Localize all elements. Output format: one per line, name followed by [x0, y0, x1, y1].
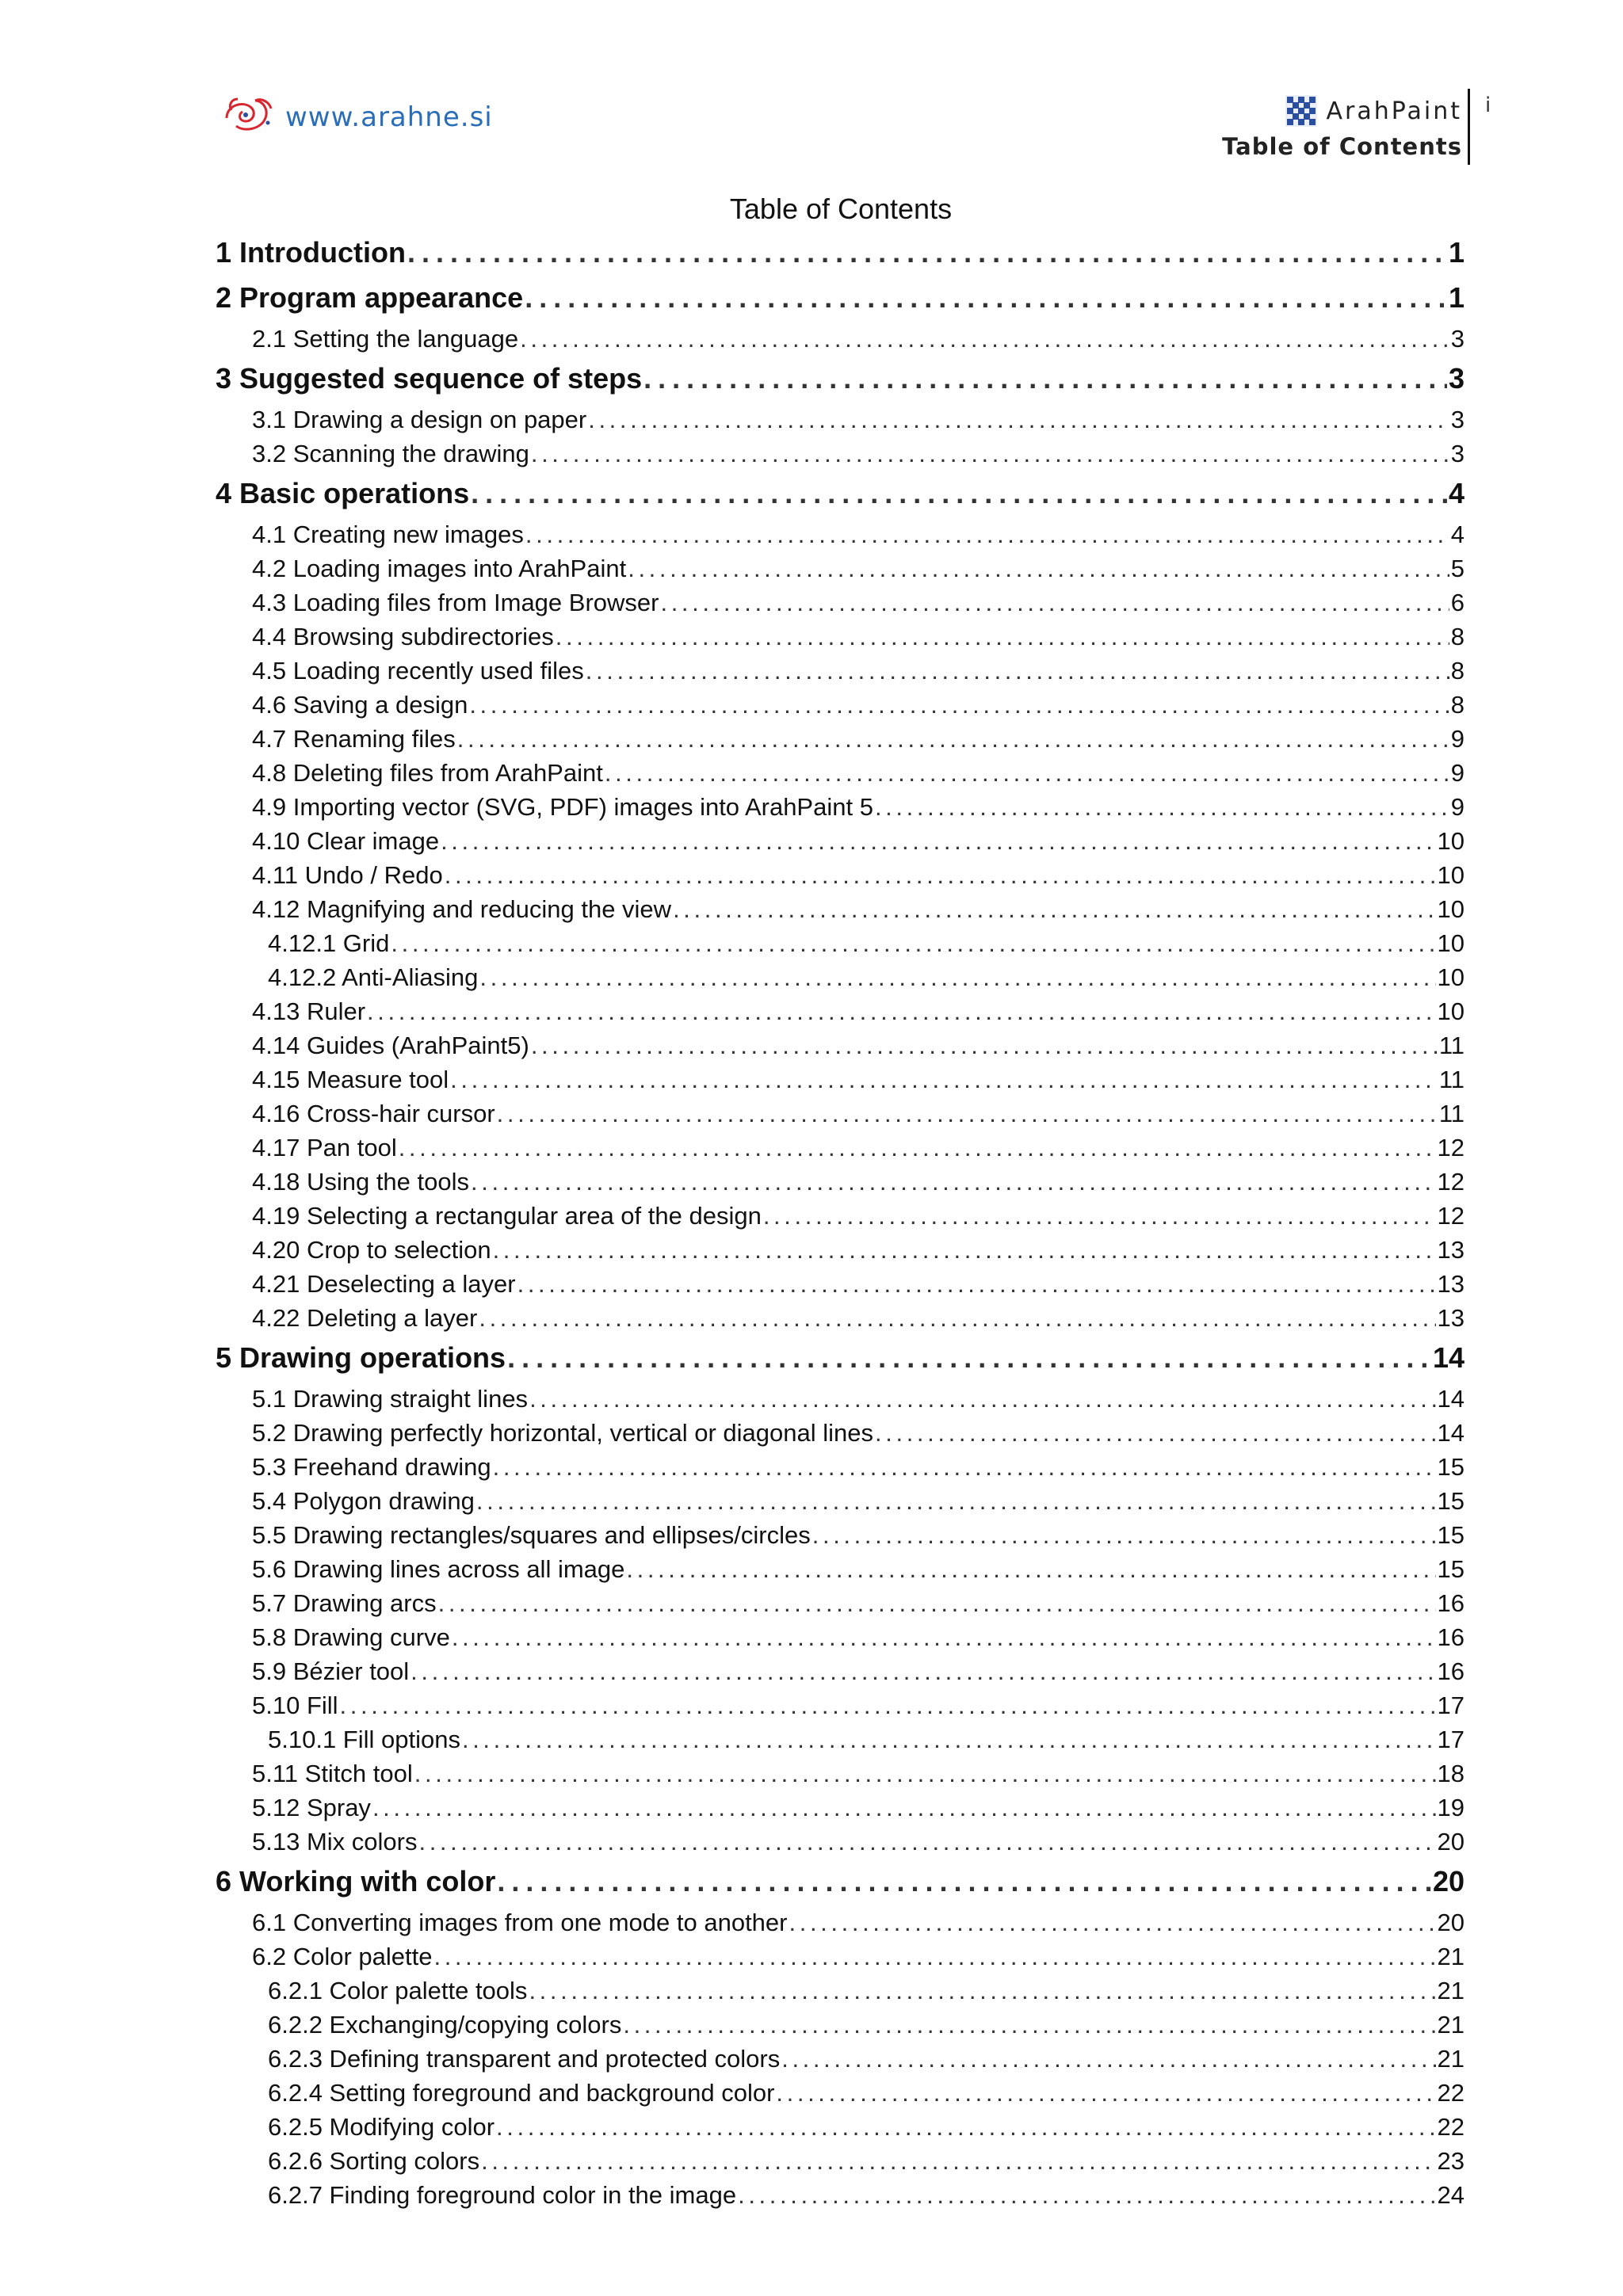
- toc-entry[interactable]: [252, 1756, 1465, 1791]
- toc-entry-title: 5.8 Drawing curve: [252, 1623, 450, 1651]
- toc-entry-title: 6 Working with color: [216, 1865, 496, 1897]
- header-divider: [1468, 89, 1470, 165]
- toc-entry-page: 10: [1437, 861, 1465, 889]
- toc-entry-title: 6.2 Color palette: [252, 1943, 433, 1970]
- toc-entry[interactable]: [252, 1552, 1465, 1586]
- toc-entry-page: 22: [1437, 2079, 1465, 2107]
- toc-entry-page: 10: [1437, 963, 1465, 991]
- toc-leader-dots: [367, 994, 1435, 1028]
- toc-entry[interactable]: [252, 1518, 1465, 1552]
- toc-entry-page: 11: [1438, 1032, 1465, 1059]
- toc-entry[interactable]: [252, 824, 1465, 858]
- toc-leader-dots: [457, 722, 1449, 756]
- toc-entry-page: 4: [1448, 477, 1465, 509]
- toc-entry-title: 4.15 Measure tool: [252, 1066, 449, 1093]
- toc-entry-page: 14: [1432, 1341, 1465, 1374]
- toc-entry-title: 4.14 Guides (ArahPaint5): [252, 1032, 529, 1059]
- toc-entry[interactable]: [252, 517, 1465, 551]
- toc-entry[interactable]: [252, 892, 1465, 926]
- table-of-contents: [216, 230, 1465, 2212]
- arahpaint-logo-icon: [1284, 93, 1319, 128]
- toc-leader-dots: [414, 1756, 1436, 1791]
- toc-entry-title: 4.9 Importing vector (SVG, PDF) images into ArahPaint 5: [252, 793, 873, 821]
- toc-leader-dots: [433, 1939, 1435, 1974]
- page-header: [0, 0, 1623, 174]
- toc-entry-page: 8: [1450, 623, 1465, 650]
- header-brand: [1222, 92, 1462, 160]
- toc-leader-dots: [340, 1688, 1436, 1722]
- toc-entry-title: 4.21 Deselecting a layer: [252, 1270, 516, 1298]
- toc-entry-page: 15: [1437, 1555, 1465, 1583]
- toc-entry[interactable]: [252, 1028, 1465, 1062]
- toc-entry[interactable]: [252, 1825, 1465, 1859]
- toc-leader-dots: [763, 1199, 1436, 1233]
- toc-entry-title: 4.12.1 Grid: [268, 929, 390, 957]
- toc-entry[interactable]: [268, 926, 1465, 960]
- toc-entry-page: 21: [1437, 1943, 1465, 1970]
- toc-entry-page: 16: [1437, 1589, 1465, 1617]
- toc-entry[interactable]: [252, 654, 1465, 688]
- site-url-link[interactable]: www.arahne.si: [285, 101, 493, 133]
- toc-leader-dots: [623, 2008, 1435, 2042]
- toc-leader-dots: [529, 1382, 1435, 1416]
- toc-leader-dots: [525, 517, 1449, 551]
- toc-entry-title: 5.13 Mix colors: [252, 1828, 418, 1855]
- toc-entry-title: 5.10.1 Fill options: [268, 1726, 460, 1753]
- toc-entry-page: 11: [1438, 1100, 1465, 1127]
- toc-entry-title: 5.5 Drawing rectangles/squares and ellipses/circles: [252, 1521, 811, 1549]
- toc-entry[interactable]: [252, 1450, 1465, 1484]
- toc-entry-title: 6.2.6 Sorting colors: [268, 2147, 480, 2175]
- toc-entry-title: 5.11 Stitch tool: [252, 1760, 413, 1787]
- toc-entry-page: 17: [1437, 1726, 1465, 1753]
- toc-entry[interactable]: [252, 1939, 1465, 1974]
- toc-entry-title: 3.2 Scanning the drawing: [252, 440, 529, 467]
- toc-entry-page: 8: [1450, 657, 1465, 685]
- toc-leader-dots: [520, 322, 1449, 356]
- toc-leader-dots: [479, 1301, 1435, 1335]
- toc-entry[interactable]: [268, 2042, 1465, 2076]
- toc-entry-title: 4.11 Undo / Redo: [252, 861, 443, 889]
- toc-entry-title: 4.10 Clear image: [252, 827, 440, 855]
- toc-entry-page: 13: [1437, 1270, 1465, 1298]
- toc-entry-page: 17: [1437, 1691, 1465, 1719]
- toc-entry-title: 4.19 Selecting a rectangular area of the design: [252, 1202, 762, 1230]
- toc-entry-title: 6.2.2 Exchanging/copying colors: [268, 2011, 622, 2039]
- toc-entry[interactable]: [252, 858, 1465, 892]
- toc-entry-page: 13: [1437, 1304, 1465, 1332]
- toc-entry-page: 4: [1450, 521, 1465, 548]
- toc-leader-dots: [556, 620, 1449, 654]
- toc-entry-page: 15: [1437, 1521, 1465, 1549]
- toc-entry-page: 3: [1450, 406, 1465, 433]
- toc-entry-page: 6: [1450, 589, 1465, 616]
- toc-entry[interactable]: [252, 994, 1465, 1028]
- toc-entry-title: 5 Drawing operations: [216, 1341, 506, 1374]
- toc-entry[interactable]: [252, 1233, 1465, 1267]
- toc-entry[interactable]: [252, 1688, 1465, 1722]
- toc-entry-page: 5: [1450, 555, 1465, 582]
- header-section-title: Table of Contents: [1222, 133, 1462, 160]
- toc-entry-page: 10: [1437, 997, 1465, 1025]
- toc-leader-dots: [875, 790, 1449, 824]
- toc-entry-page: 20: [1437, 1828, 1465, 1855]
- toc-entry[interactable]: [252, 1905, 1465, 1939]
- toc-leader-dots: [626, 1552, 1435, 1586]
- toc-entry-title: 4.6 Saving a design: [252, 691, 468, 719]
- toc-entry-page: 21: [1437, 2045, 1465, 2073]
- toc-leader-dots: [531, 437, 1449, 471]
- toc-entry[interactable]: [252, 620, 1465, 654]
- toc-entry-page: 15: [1437, 1487, 1465, 1515]
- toc-entry-title: 6.2.5 Modifying color: [268, 2113, 495, 2141]
- toc-entry[interactable]: [268, 960, 1465, 994]
- toc-entry[interactable]: [252, 722, 1465, 756]
- toc-leader-dots: [789, 1905, 1436, 1939]
- toc-entry-page: 9: [1450, 793, 1465, 821]
- toc-leader-dots: [481, 2144, 1435, 2178]
- toc-entry[interactable]: [252, 437, 1465, 471]
- toc-leader-dots: [479, 960, 1435, 994]
- toc-entry[interactable]: [252, 1484, 1465, 1518]
- toc-entry[interactable]: [216, 1335, 1465, 1380]
- toc-entry-title: 5.6 Drawing lines across all image: [252, 1555, 625, 1583]
- toc-entry[interactable]: [252, 1267, 1465, 1301]
- toc-entry-page: 16: [1437, 1657, 1465, 1685]
- toc-entry-title: 6.2.1 Color palette tools: [268, 1977, 528, 2004]
- toc-entry-title: 4.12.2 Anti-Aliasing: [268, 963, 479, 991]
- toc-entry-title: 4.1 Creating new images: [252, 521, 524, 548]
- toc-entry-title: 4.17 Pan tool: [252, 1134, 397, 1161]
- arahne-logo[interactable]: [220, 93, 493, 141]
- toc-entry[interactable]: [252, 1301, 1465, 1335]
- toc-entry-page: 23: [1437, 2147, 1465, 2175]
- toc-entry[interactable]: [252, 1097, 1465, 1131]
- toc-entry-title: 5.7 Drawing arcs: [252, 1589, 437, 1617]
- toc-entry-title: 4.2 Loading images into ArahPaint: [252, 555, 627, 582]
- toc-entry-page: 19: [1437, 1794, 1465, 1821]
- toc-leader-dots: [738, 2178, 1435, 2212]
- toc-leader-dots: [476, 1484, 1436, 1518]
- toc-entry-page: 11: [1438, 1066, 1465, 1093]
- toc-entry-title: 4 Basic operations: [216, 477, 470, 509]
- toc-leader-dots: [507, 1335, 1431, 1380]
- toc-entry[interactable]: [252, 688, 1465, 722]
- toc-leader-dots: [531, 1028, 1438, 1062]
- toc-entry-title: 5.4 Polygon drawing: [252, 1487, 475, 1515]
- toc-entry-page: 21: [1437, 1977, 1465, 2004]
- toc-leader-dots: [812, 1518, 1436, 1552]
- toc-entry-page: 9: [1450, 725, 1465, 753]
- toc-entry-title: 5.3 Freehand drawing: [252, 1453, 491, 1481]
- toc-leader-dots: [418, 1825, 1435, 1859]
- toc-leader-dots: [525, 275, 1447, 320]
- toc-leader-dots: [493, 1450, 1436, 1484]
- toc-leader-dots: [407, 230, 1447, 275]
- toc-entry[interactable]: [252, 1654, 1465, 1688]
- toc-leader-dots: [605, 756, 1449, 790]
- toc-entry-page: 10: [1437, 929, 1465, 957]
- toc-leader-dots: [497, 1859, 1431, 1904]
- toc-title: Table of Contents: [729, 193, 953, 225]
- toc-entry[interactable]: [252, 1131, 1465, 1165]
- toc-leader-dots: [586, 654, 1449, 688]
- toc-leader-dots: [462, 1722, 1436, 1756]
- toc-entry[interactable]: [216, 230, 1465, 275]
- toc-entry-title: 2 Program appearance: [216, 281, 524, 314]
- toc-leader-dots: [497, 1097, 1438, 1131]
- toc-leader-dots: [493, 1233, 1436, 1267]
- toc-leader-dots: [452, 1620, 1436, 1654]
- toc-entry-title: 6.2.7 Finding foreground color in the image: [268, 2181, 737, 2209]
- toc-leader-dots: [660, 585, 1449, 620]
- toc-entry-title: 5.2 Drawing perfectly horizontal, vertical or diagonal lines: [252, 1419, 874, 1447]
- toc-entry[interactable]: [216, 356, 1465, 401]
- page-number: i: [1485, 93, 1491, 117]
- toc-leader-dots: [517, 1267, 1436, 1301]
- toc-entry[interactable]: [268, 1722, 1465, 1756]
- toc-entry[interactable]: [252, 585, 1465, 620]
- arahne-swirl-icon: [220, 94, 276, 140]
- toc-entry[interactable]: [252, 790, 1465, 824]
- toc-entry-page: 12: [1437, 1202, 1465, 1230]
- toc-entry-page: 20: [1437, 1909, 1465, 1936]
- toc-entry[interactable]: [252, 1416, 1465, 1450]
- toc-entry[interactable]: [268, 2076, 1465, 2110]
- toc-entry-page: 24: [1437, 2181, 1465, 2209]
- toc-entry[interactable]: [268, 1974, 1465, 2008]
- toc-entry-page: 10: [1437, 827, 1465, 855]
- toc-entry-page: 15: [1437, 1453, 1465, 1481]
- toc-leader-dots: [875, 1416, 1436, 1450]
- toc-leader-dots: [399, 1131, 1436, 1165]
- toc-leader-dots: [450, 1062, 1438, 1097]
- toc-entry[interactable]: [252, 1199, 1465, 1233]
- toc-entry[interactable]: [216, 1859, 1465, 1904]
- toc-entry[interactable]: [252, 1791, 1465, 1825]
- toc-entry-page: 12: [1437, 1134, 1465, 1161]
- toc-entry-page: 3: [1450, 440, 1465, 467]
- toc-entry-page: 1: [1448, 236, 1465, 269]
- toc-entry[interactable]: [216, 471, 1465, 516]
- toc-leader-dots: [643, 356, 1447, 401]
- toc-entry-title: 4.5 Loading recently used files: [252, 657, 584, 685]
- toc-leader-dots: [471, 471, 1447, 516]
- toc-entry-title: 6.1 Converting images from one mode to another: [252, 1909, 788, 1936]
- toc-entry-page: 16: [1437, 1623, 1465, 1651]
- toc-leader-dots: [529, 1974, 1435, 2008]
- toc-entry[interactable]: [268, 2178, 1465, 2212]
- toc-leader-dots: [588, 402, 1449, 437]
- toc-entry-page: 9: [1450, 759, 1465, 787]
- toc-entry[interactable]: [252, 1620, 1465, 1654]
- toc-entry[interactable]: [268, 2110, 1465, 2144]
- toc-entry-page: 13: [1437, 1236, 1465, 1264]
- toc-entry-title: 5.9 Bézier tool: [252, 1657, 410, 1685]
- toc-entry[interactable]: [252, 756, 1465, 790]
- toc-entry-title: 6.2.4 Setting foreground and background color: [268, 2079, 775, 2107]
- toc-entry[interactable]: [268, 2008, 1465, 2042]
- toc-entry-title: 4.18 Using the tools: [252, 1168, 470, 1196]
- toc-leader-dots: [391, 926, 1435, 960]
- toc-entry-page: 3: [1448, 362, 1465, 395]
- toc-entry-title: 4.7 Renaming files: [252, 725, 456, 753]
- toc-entry-title: 4.8 Deleting files from ArahPaint: [252, 759, 603, 787]
- toc-entry-title: 6.2.3 Defining transparent and protected colors: [268, 2045, 781, 2073]
- toc-entry-page: 3: [1450, 325, 1465, 353]
- toc-leader-dots: [469, 688, 1449, 722]
- toc-entry-page: 22: [1437, 2113, 1465, 2141]
- toc-entry[interactable]: [216, 275, 1465, 320]
- toc-entry[interactable]: [252, 1586, 1465, 1620]
- toc-entry-page: 14: [1437, 1419, 1465, 1447]
- toc-entry-page: 10: [1437, 895, 1465, 923]
- toc-leader-dots: [628, 551, 1449, 585]
- toc-entry-title: 5.1 Drawing straight lines: [252, 1385, 529, 1413]
- toc-entry[interactable]: [252, 1062, 1465, 1097]
- toc-leader-dots: [372, 1791, 1436, 1825]
- toc-leader-dots: [781, 2042, 1435, 2076]
- toc-leader-dots: [673, 892, 1435, 926]
- toc-leader-dots: [776, 2076, 1435, 2110]
- brand-name: ArahPaint: [1326, 97, 1462, 125]
- toc-entry-title: 3.1 Drawing a design on paper: [252, 406, 587, 433]
- toc-entry-title: 3 Suggested sequence of steps: [216, 362, 643, 395]
- toc-entry-title: 4.3 Loading files from Image Browser: [252, 589, 659, 616]
- toc-entry-title: 5.10 Fill: [252, 1691, 338, 1719]
- toc-entry-title: 4.13 Ruler: [252, 997, 366, 1025]
- toc-entry-page: 14: [1437, 1385, 1465, 1413]
- toc-entry-page: 1: [1448, 281, 1465, 314]
- toc-entry[interactable]: [252, 402, 1465, 437]
- toc-entry-page: 21: [1437, 2011, 1465, 2039]
- toc-entry-page: 20: [1432, 1865, 1465, 1897]
- toc-leader-dots: [471, 1165, 1436, 1199]
- toc-entry-title: 5.12 Spray: [252, 1794, 371, 1821]
- toc-leader-dots: [411, 1654, 1435, 1688]
- toc-entry-title: 2.1 Setting the language: [252, 325, 519, 353]
- toc-entry-page: 12: [1437, 1168, 1465, 1196]
- toc-entry-page: 18: [1437, 1760, 1465, 1787]
- toc-entry-title: 4.4 Browsing subdirectories: [252, 623, 554, 650]
- toc-entry[interactable]: [268, 2144, 1465, 2178]
- toc-entry-title: 4.16 Cross-hair cursor: [252, 1100, 495, 1127]
- toc-entry-title: 4.20 Crop to selection: [252, 1236, 491, 1264]
- toc-entry-title: 4.12 Magnifying and reducing the view: [252, 895, 672, 923]
- toc-entry-page: 8: [1450, 691, 1465, 719]
- toc-leader-dots: [441, 824, 1435, 858]
- toc-entry-title: 1 Introduction: [216, 236, 406, 269]
- toc-leader-dots: [445, 858, 1436, 892]
- toc-entry[interactable]: [252, 1382, 1465, 1416]
- toc-entry-title: 4.22 Deleting a layer: [252, 1304, 478, 1332]
- toc-entry[interactable]: [252, 1165, 1465, 1199]
- toc-leader-dots: [496, 2110, 1435, 2144]
- toc-entry[interactable]: [252, 322, 1465, 356]
- toc-leader-dots: [438, 1586, 1436, 1620]
- toc-entry[interactable]: [252, 551, 1465, 585]
